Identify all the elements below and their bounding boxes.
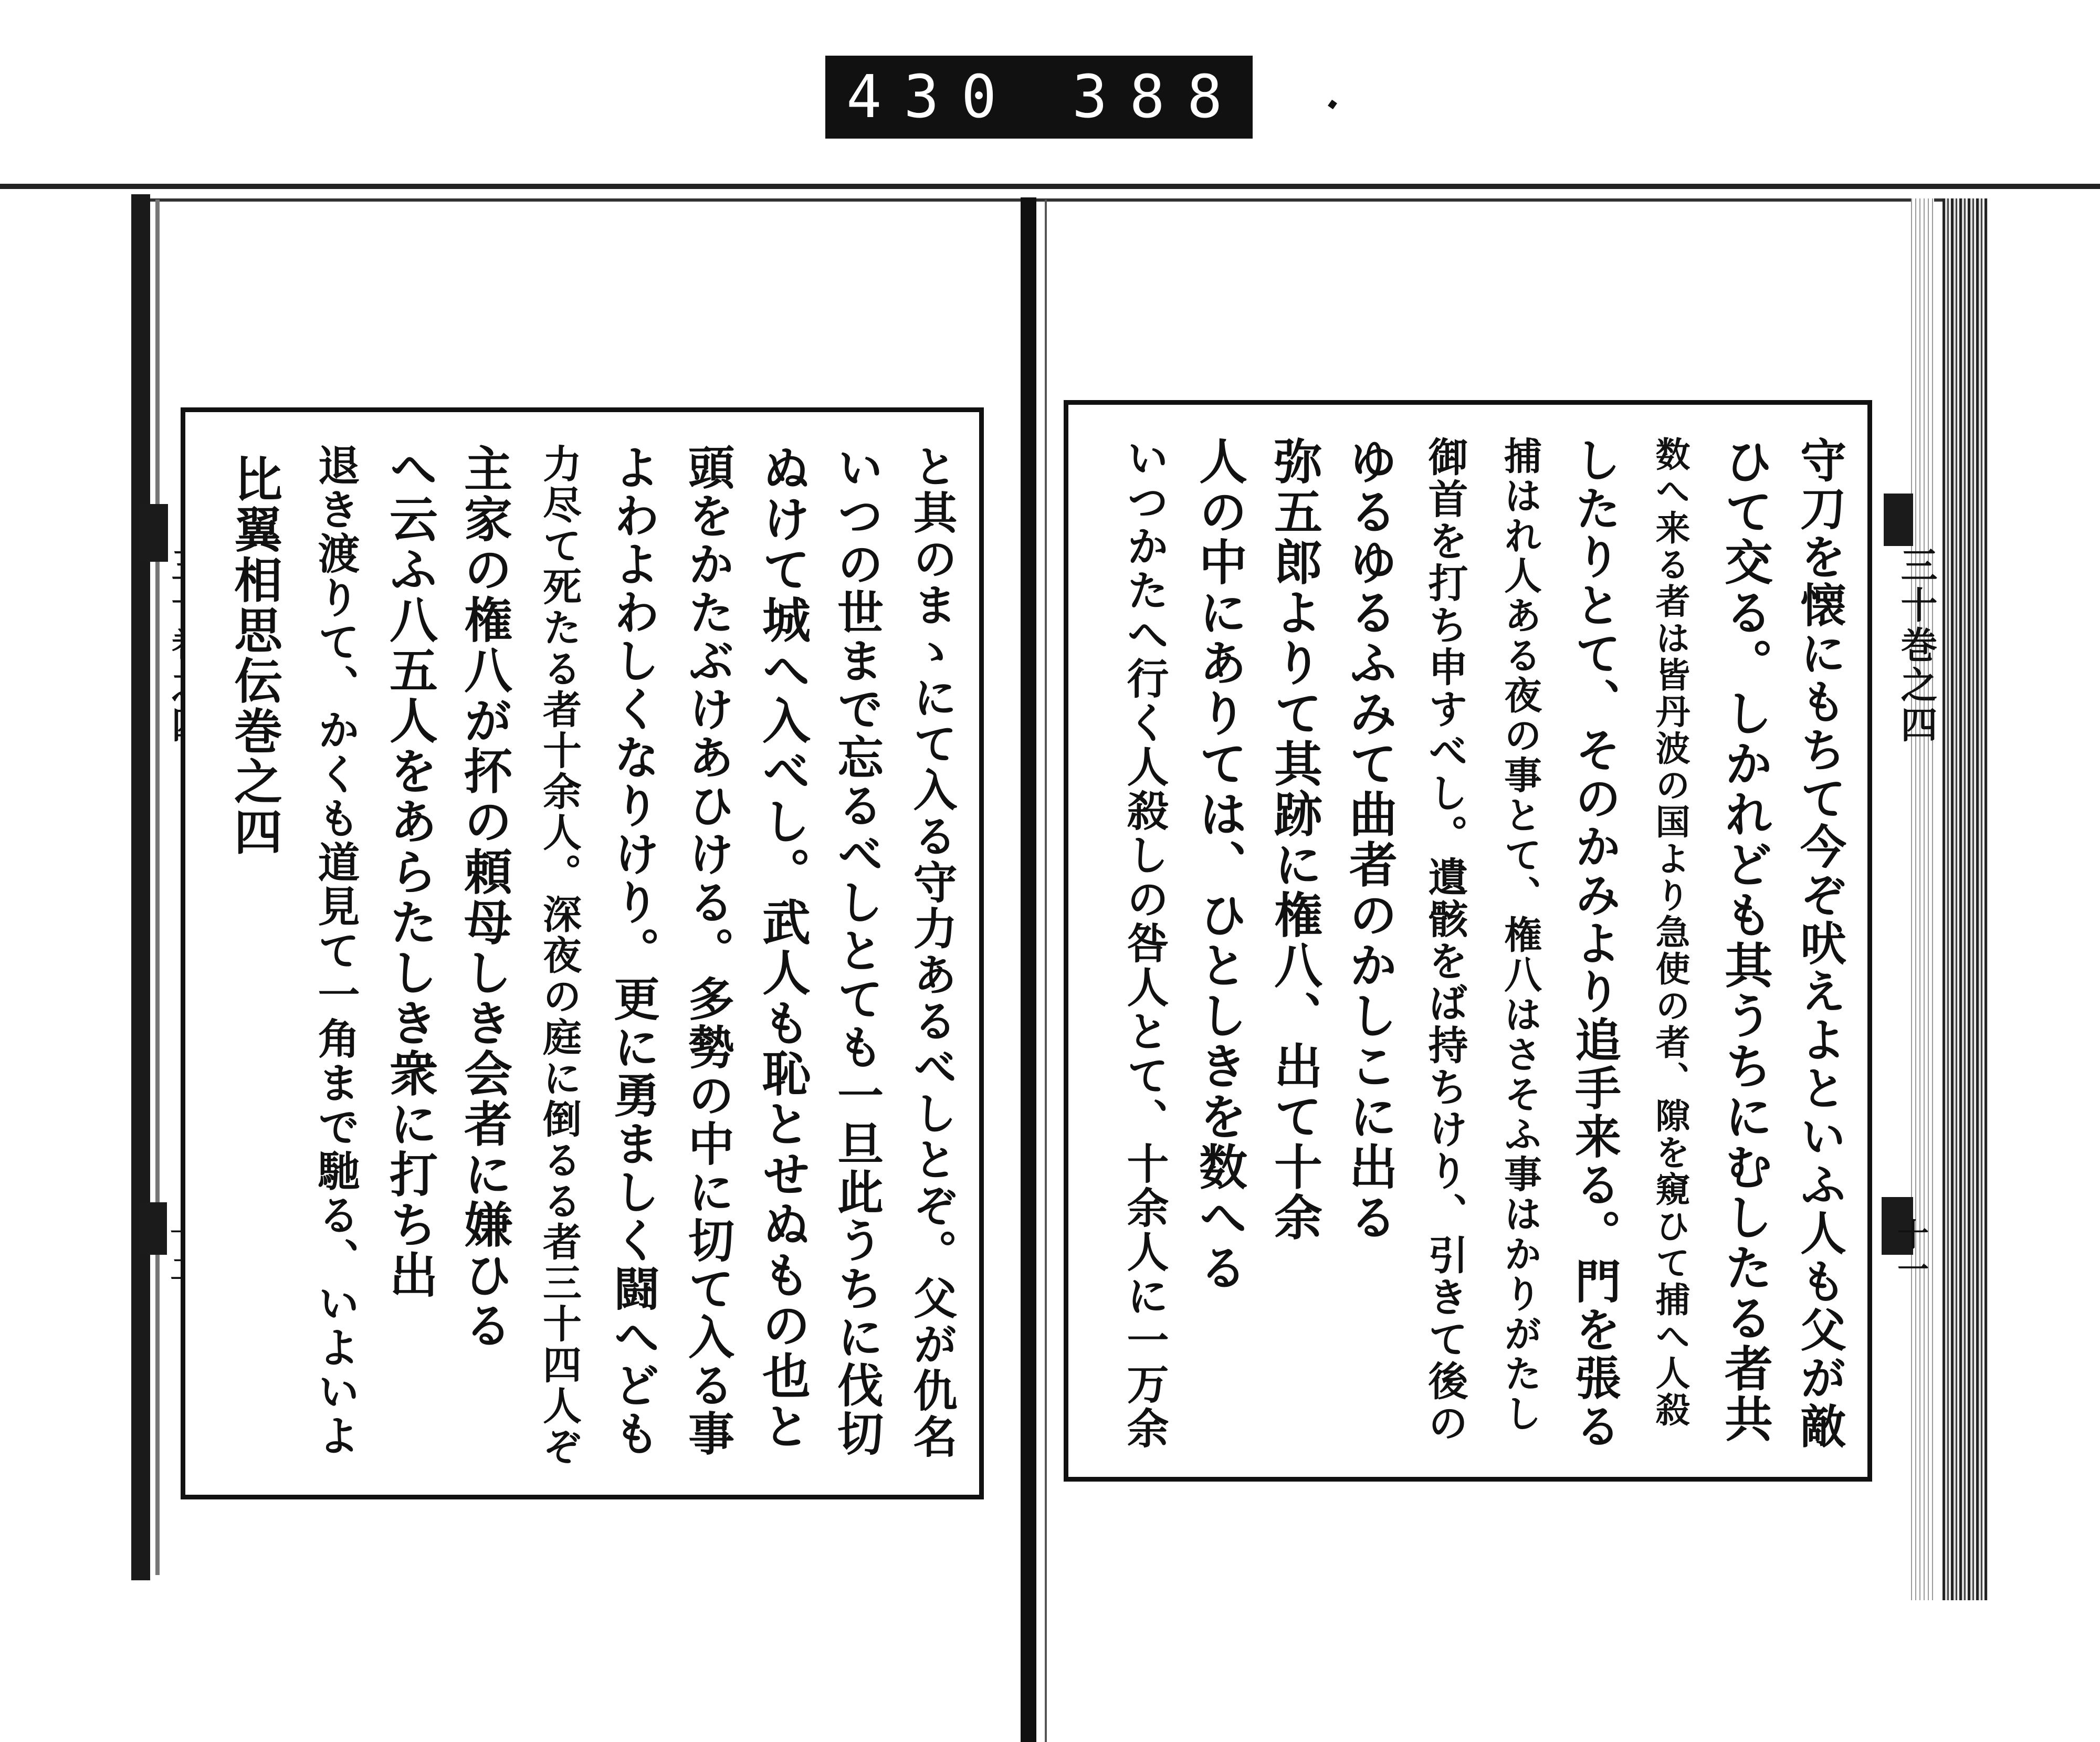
- left-text-panel: [181, 407, 984, 1499]
- text-column: いつかたへ行く人殺しの咎人とて、十余人に一万余: [1120, 436, 1169, 1451]
- volume-title: 比翼相思伝巻之四: [226, 454, 283, 857]
- text-column: 弥五郎よりて其跡に権八、出て十余: [1266, 436, 1323, 1243]
- book-gutter-edge: [1045, 200, 1047, 1742]
- right-text-panel: [1064, 400, 1872, 1482]
- top-border-line: [0, 184, 2100, 189]
- text-column: 主家の権八が抔の頼母しき会者に嫌ひる: [456, 444, 513, 1351]
- right-page-stack: [1942, 198, 1988, 1600]
- text-column: ぬけて城へ入べし。武人も恥とせぬもの也と: [754, 444, 811, 1452]
- ink-speck: [1328, 100, 1337, 109]
- left-page-edge: [131, 194, 150, 1580]
- frame-number-left: 430: [846, 63, 1019, 131]
- text-column: と其のまゝにて入る守力あるべしとぞ。父が仇名: [906, 444, 958, 1460]
- text-column: 人の中にありては、ひとしきを数へる: [1191, 436, 1248, 1293]
- text-column: 退き渡りて、かくも道見て一角まで馳る、いよいよ: [311, 444, 360, 1458]
- right-margin-tab: [1884, 494, 1913, 546]
- right-page-stack-inner: [1911, 198, 1934, 1600]
- text-column: ひて交る。しかれども其うちにむしたる者共: [1717, 436, 1773, 1444]
- text-column: いつの世まで忘るべしとても一旦此うちに伐切: [830, 444, 885, 1458]
- right-text-body: [1089, 436, 1846, 1456]
- text-column: 頭をかたぶけあひける。多勢の中に切て入る事: [681, 444, 736, 1458]
- left-page-edge-inner: [155, 200, 160, 1575]
- text-column: 数へ来る者は皆丹波の国より急使の者、隙を窺ひて捕へ人殺: [1650, 436, 1690, 1429]
- text-column: へ云ふ八五人をあらたしき衆に打ち出: [382, 444, 438, 1300]
- text-column: したりとて、そのかみより追手来る。門を張る: [1568, 436, 1622, 1451]
- left-text-body: [206, 444, 958, 1474]
- top-border-line-inner: [147, 198, 1958, 202]
- frame-number-plate: [825, 56, 1302, 139]
- text-column: ゆるゆるふみて曲者のかしこに出る: [1341, 436, 1398, 1243]
- right-margin-page-number: 十一: [1892, 1218, 1929, 1287]
- text-column: 力尽て死たる者十余人。深夜の庭に倒るる者三十四人ぞ: [537, 444, 582, 1467]
- right-margin-title: 三十巻之四: [1895, 546, 1938, 746]
- text-column: 捕はれ人ある夜の事とて、権八はさそふ事はかりがたし: [1498, 436, 1542, 1434]
- frame-number-right: 388.: [1072, 63, 1302, 131]
- text-column: 守刀を懐にもちて今ぞ吠えよといふ人も父が敵: [1793, 436, 1847, 1451]
- book-gutter: [1021, 197, 1036, 1742]
- text-column: よわよわしくなりけり。更に勇ましく闘へども: [606, 444, 661, 1458]
- text-column: 御首を打ち申すべし。遺骸をば持ちけり、引きて後の: [1422, 436, 1468, 1444]
